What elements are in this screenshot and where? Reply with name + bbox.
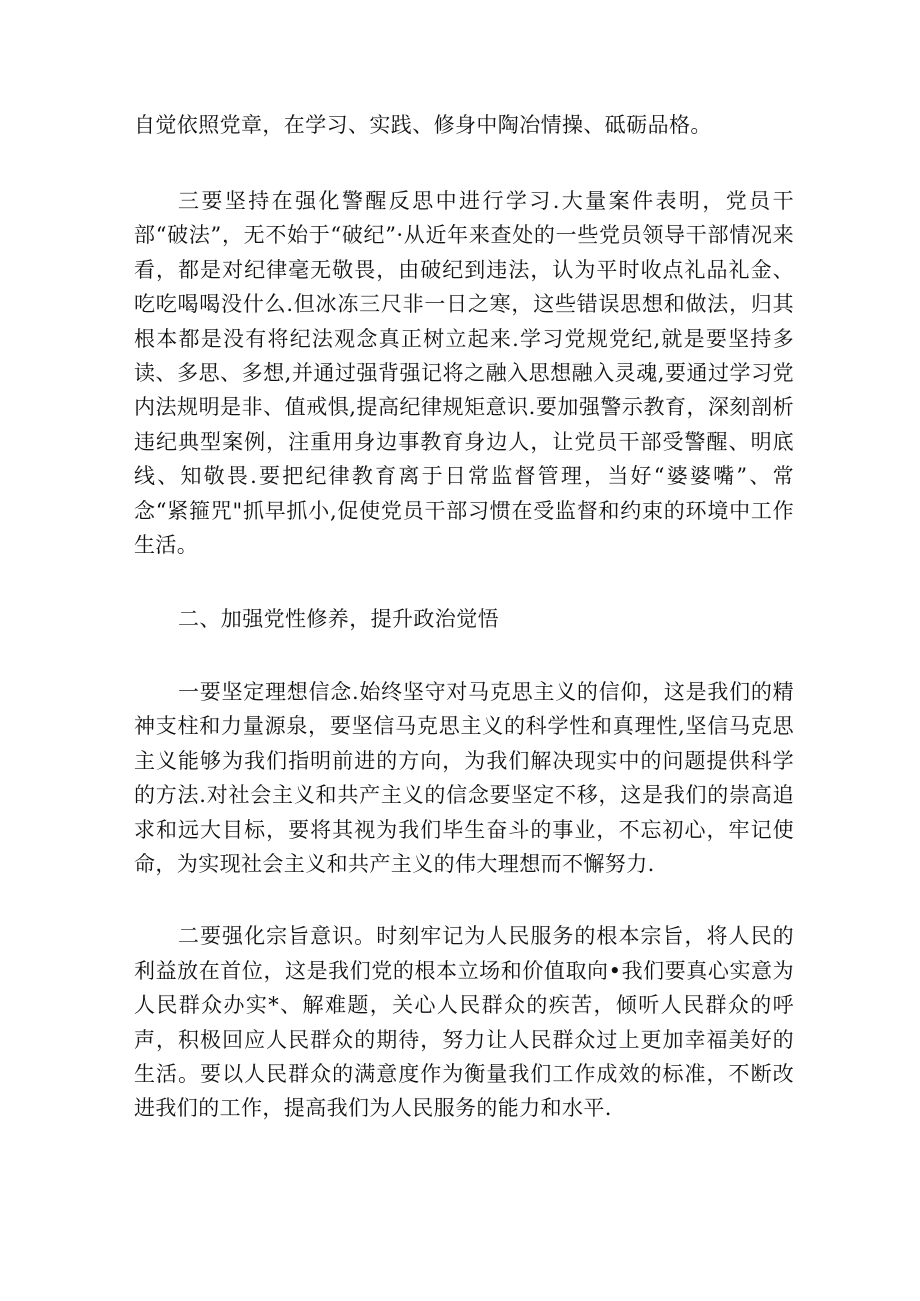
paragraph-first-requirement: 一要坚定理想信念.始终坚守对马克思主义的信仰，这是我们的精神支柱和力量源泉，要坚信马克思主义的科学性和真理性,坚信马克思主义能够为我们指明前进的方向，为我们解决现实中的问题提供科学的方法.对社会主义和共产主义的信念要坚定不移，这是我们的崇高追求和远大目标，要将其视为我们毕生奋斗的事业，不忘初心，牢记使命，为实现社会主义和共产主义的伟大理想而不懈努力. (134, 679, 794, 876)
paragraph-continuation: 自觉依照党章，在学习、实践、修身中陶冶情操、砥砺品格。 (134, 113, 712, 137)
paragraph-spacer (134, 637, 794, 675)
document-page (134, 108, 794, 1126)
paragraph-spacer (134, 142, 794, 184)
paragraph-third-requirement: 三要坚持在强化警醒反思中进行学习.大量案件表明，党员干部“破法”，无不始于“破纪”·从近年来查处的一些党员领导干部情况来看，都是对纪律毫无敬畏，由破纪到违法，认为平时收点礼品礼金、吃吃喝喝没什么.但冰冻三尺非一日之寒，这些错误思想和做法，归其根本都是没有将纪法观念真正树立起来.学习党规党纪,就是要坚持多读、多思、多想,并通过强背强记将之融入思想融入灵魂,要通过学习党内法规明是非、值戒惧,提高纪律规矩意识.要加强警示教育，深刻剖析违纪典型案例，注重用身边事教育身边人，让党员干部受警醒、明底线、知敬畏.要把纪律教育离于日常监督管理，当好“婆婆嘴”、常念“紧箍咒"抓早抓小,促使党员干部习惯在受监督和约束的环境中工作生活。 (134, 189, 794, 558)
paragraph-spacer (134, 881, 794, 919)
paragraph-spacer (134, 562, 794, 602)
paragraph-second-requirement: 二要强化宗旨意识。时刻牢记为人民服务的根本宗旨，将人民的利益放在首位，这是我们党的根本立场和价值取向•我们要真心实意为人民群众办实*、解难题，关心人民群众的疾苦，倾听人民群众的呼声，积极回应人民群众的期待，努力让人民群众过上更加幸福美好的生活。要以人民群众的满意度作为衡量我们工作成效的标准，不断改进我们的工作，提高我们为人民服务的能力和水平. (134, 924, 794, 1121)
section-heading: 二、加强党性修养，提升政治觉悟 (178, 607, 499, 632)
